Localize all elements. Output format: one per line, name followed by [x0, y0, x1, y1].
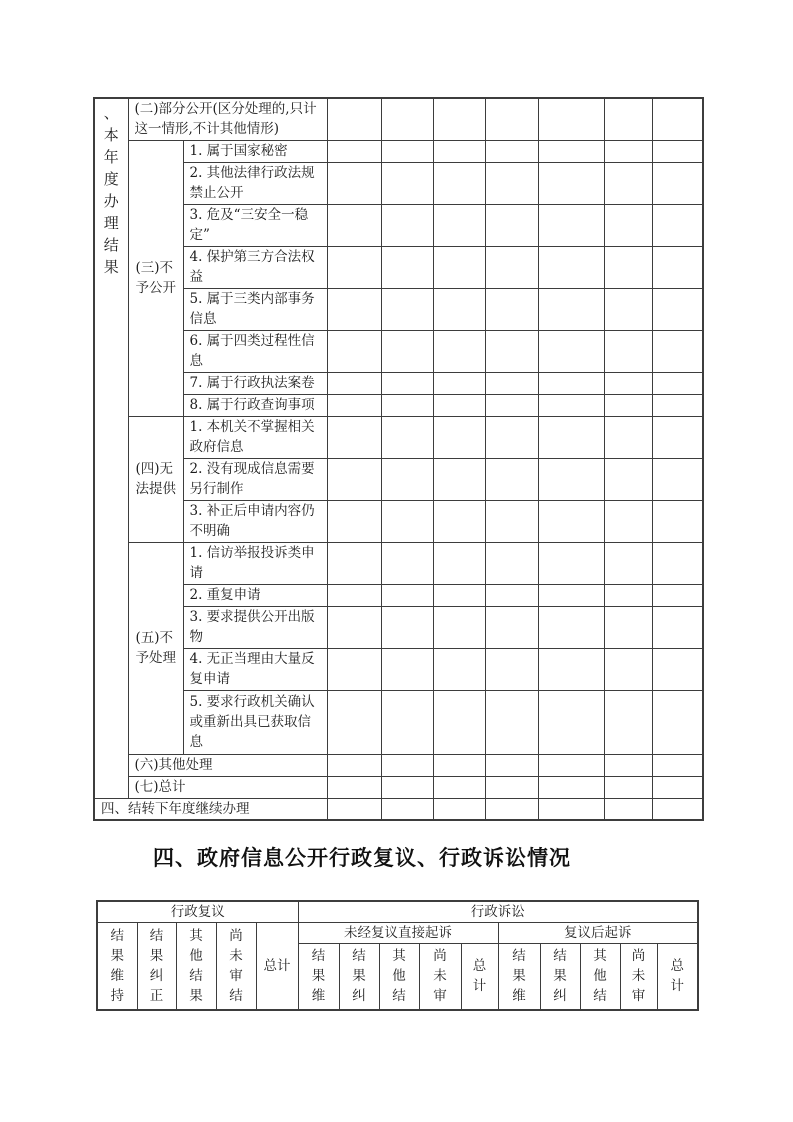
data-cell: [538, 690, 604, 754]
data-cell: [381, 330, 433, 372]
data-cell: [538, 648, 604, 690]
item-label: 5. 要求行政机关确认或重新出具已获取信息: [183, 690, 327, 754]
data-cell: [327, 140, 381, 162]
row-no-disclosure-6: [94, 330, 703, 372]
data-cell: [433, 98, 485, 140]
litigation-total-header: [461, 944, 498, 1010]
data-cell: [604, 500, 652, 542]
annual-results-table: [93, 97, 704, 821]
litigation-total-header-text: 总计: [472, 958, 487, 995]
review-column-header: [97, 923, 137, 1010]
data-cell: [652, 776, 703, 798]
row-other-handling: [94, 754, 703, 776]
data-cell: [538, 584, 604, 606]
data-cell: [652, 648, 703, 690]
data-cell: [538, 542, 604, 584]
row-no-disclosure-3: [94, 204, 703, 246]
data-cell: [433, 690, 485, 754]
data-cell: [604, 542, 652, 584]
review-litigation-table: [96, 900, 699, 1011]
data-cell: [538, 416, 604, 458]
data-cell: [433, 246, 485, 288]
review-column-header: [176, 923, 216, 1010]
data-cell: [652, 458, 703, 500]
data-cell: [433, 798, 485, 820]
data-cell: [381, 416, 433, 458]
data-cell: [327, 288, 381, 330]
direct-suit-header: 未经复议直接起诉: [298, 923, 498, 944]
litigation-column-header-text: 其他结: [593, 948, 607, 1005]
data-cell: [433, 288, 485, 330]
litigation-column-header: [498, 944, 540, 1010]
data-cell: [381, 140, 433, 162]
review-column-header-text: 尚未审结: [229, 927, 243, 1004]
data-cell: [604, 394, 652, 416]
review-column-header-text: 结果纠正: [149, 927, 164, 1004]
data-cell: [604, 416, 652, 458]
data-cell: [327, 372, 381, 394]
data-cell: [538, 330, 604, 372]
litigation-column-header-text: 结果纠: [352, 948, 366, 1005]
row-sub-headers: [97, 923, 698, 944]
data-cell: [485, 648, 538, 690]
row-no-disclosure-5: [94, 288, 703, 330]
review-column-header-text: 结果维持: [110, 927, 124, 1004]
row-header-annual-results: [94, 98, 128, 798]
litigation-column-header: [379, 944, 419, 1010]
item-label: 8. 属于行政查询事项: [183, 394, 327, 416]
data-cell: [485, 606, 538, 648]
litigation-column-header: [540, 944, 580, 1010]
data-cell: [433, 416, 485, 458]
review-group-header: 行政复议: [97, 901, 298, 923]
data-cell: [327, 458, 381, 500]
data-cell: [327, 798, 381, 820]
data-cell: [485, 542, 538, 584]
data-cell: [433, 776, 485, 798]
item-label: 3. 危及“三安全一稳定”: [183, 204, 327, 246]
data-cell: [327, 584, 381, 606]
partial-disclosure-label: (二)部分公开(区分处理的,只计这一情形,不计其他情形): [128, 98, 327, 140]
data-cell: [381, 542, 433, 584]
item-label: 1. 信访举报投诉类申请: [183, 542, 327, 584]
row-no-processing-2: [94, 584, 703, 606]
row-no-processing-4: [94, 648, 703, 690]
data-cell: [381, 606, 433, 648]
data-cell: [538, 754, 604, 776]
data-cell: [604, 330, 652, 372]
data-cell: [652, 606, 703, 648]
item-label: 4. 无正当理由大量反复申请: [183, 648, 327, 690]
data-cell: [433, 458, 485, 500]
data-cell: [652, 204, 703, 246]
data-cell: [652, 416, 703, 458]
data-cell: [652, 754, 703, 776]
data-cell: [538, 204, 604, 246]
row-no-disclosure-4: [94, 246, 703, 288]
data-cell: [652, 394, 703, 416]
litigation-column-header-text: 结果维: [512, 948, 526, 1005]
data-cell: [485, 458, 538, 500]
data-cell: [485, 500, 538, 542]
row-total: [94, 776, 703, 798]
row-unable-to-provide-2: [94, 458, 703, 500]
group-label-unable-to-provide: (四)无法提供: [128, 416, 183, 542]
data-cell: [381, 394, 433, 416]
data-cell: [604, 288, 652, 330]
data-cell: [433, 584, 485, 606]
data-cell: [381, 754, 433, 776]
data-cell: [485, 584, 538, 606]
data-cell: [652, 798, 703, 820]
data-cell: [485, 140, 538, 162]
data-cell: [538, 394, 604, 416]
review-column-header: [216, 923, 256, 1010]
data-cell: [538, 500, 604, 542]
data-cell: [485, 288, 538, 330]
data-cell: [485, 754, 538, 776]
data-cell: [433, 204, 485, 246]
data-cell: [433, 372, 485, 394]
data-cell: [604, 162, 652, 204]
section-4-title: 四、政府信息公开行政复议、行政诉讼情况: [153, 846, 571, 870]
data-cell: [538, 776, 604, 798]
data-cell: [538, 140, 604, 162]
after-review-suit-header: 复议后起诉: [498, 923, 698, 944]
data-cell: [538, 98, 604, 140]
row-group-headers: [97, 901, 698, 923]
data-cell: [485, 416, 538, 458]
data-cell: [381, 204, 433, 246]
data-cell: [433, 648, 485, 690]
data-cell: [327, 98, 381, 140]
item-label: 2. 重复申请: [183, 584, 327, 606]
data-cell: [433, 330, 485, 372]
data-cell: [327, 500, 381, 542]
data-cell: [381, 162, 433, 204]
item-label: 3. 要求提供公开出版物: [183, 606, 327, 648]
data-cell: [652, 140, 703, 162]
data-cell: [327, 648, 381, 690]
data-cell: [381, 246, 433, 288]
data-cell: [433, 606, 485, 648]
data-cell: [485, 204, 538, 246]
data-cell: [604, 648, 652, 690]
row-header-annual-results-text: 、本年度办理结果: [103, 104, 119, 276]
row-no-disclosure-8: [94, 394, 703, 416]
row-unable-to-provide-3: [94, 500, 703, 542]
data-cell: [538, 288, 604, 330]
data-cell: [538, 372, 604, 394]
data-cell: [433, 500, 485, 542]
data-cell: [327, 162, 381, 204]
data-cell: [433, 162, 485, 204]
data-cell: [327, 394, 381, 416]
litigation-column-header-text: 尚未审: [631, 948, 646, 1005]
data-cell: [538, 246, 604, 288]
litigation-column-header: [339, 944, 379, 1010]
data-cell: [652, 542, 703, 584]
item-label: 5. 属于三类内部事务信息: [183, 288, 327, 330]
review-column-header-text: 其他结果: [189, 927, 203, 1004]
row-no-processing-5: [94, 690, 703, 754]
group-label-no-processing: (五)不予处理: [128, 542, 183, 754]
data-cell: [485, 98, 538, 140]
data-cell: [381, 648, 433, 690]
data-cell: [327, 776, 381, 798]
item-label: 6. 属于四类过程性信息: [183, 330, 327, 372]
data-cell: [485, 162, 538, 204]
data-cell: [538, 458, 604, 500]
data-cell: [433, 140, 485, 162]
row-partial-disclosure: [94, 98, 703, 140]
data-cell: [652, 584, 703, 606]
data-cell: [652, 98, 703, 140]
data-cell: [381, 798, 433, 820]
data-cell: [327, 754, 381, 776]
data-cell: [327, 416, 381, 458]
litigation-column-header-text: 结果纠: [553, 948, 567, 1005]
data-cell: [604, 606, 652, 648]
item-label: 3. 补正后申请内容仍不明确: [183, 500, 327, 542]
data-cell: [485, 394, 538, 416]
data-cell: [381, 776, 433, 798]
data-cell: [604, 204, 652, 246]
data-cell: [604, 798, 652, 820]
data-cell: [604, 372, 652, 394]
data-cell: [327, 204, 381, 246]
litigation-column-header: [419, 944, 461, 1010]
data-cell: [652, 500, 703, 542]
row-no-processing-3: [94, 606, 703, 648]
data-cell: [327, 542, 381, 584]
item-label: 4. 保护第三方合法权益: [183, 246, 327, 288]
carryover-label: 四、结转下年度继续办理: [94, 798, 327, 820]
row-carryover: [94, 798, 703, 820]
data-cell: [485, 330, 538, 372]
item-label: 2. 没有现成信息需要另行制作: [183, 458, 327, 500]
other-handling-label: (六)其他处理: [128, 754, 327, 776]
data-cell: [381, 288, 433, 330]
litigation-column-header: [620, 944, 657, 1010]
data-cell: [538, 798, 604, 820]
review-column-header: [137, 923, 176, 1010]
data-cell: [604, 458, 652, 500]
data-cell: [538, 162, 604, 204]
group-label-no-disclosure: (三)不予公开: [128, 140, 183, 416]
data-cell: [485, 372, 538, 394]
data-cell: [485, 246, 538, 288]
litigation-column-header: [298, 944, 339, 1010]
row-no-disclosure-7: [94, 372, 703, 394]
data-cell: [381, 690, 433, 754]
data-cell: [652, 330, 703, 372]
data-cell: [652, 690, 703, 754]
litigation-column-header-text: 其他结: [392, 948, 406, 1005]
data-cell: [485, 798, 538, 820]
data-cell: [327, 606, 381, 648]
row-no-processing-1: [94, 542, 703, 584]
item-label: 2. 其他法律行政法规禁止公开: [183, 162, 327, 204]
data-cell: [604, 584, 652, 606]
data-cell: [381, 372, 433, 394]
item-label: 1. 本机关不掌握相关政府信息: [183, 416, 327, 458]
data-cell: [327, 330, 381, 372]
data-cell: [485, 690, 538, 754]
data-cell: [604, 776, 652, 798]
data-cell: [538, 606, 604, 648]
litigation-column-header-text: 尚未审: [433, 948, 447, 1005]
data-cell: [604, 98, 652, 140]
data-cell: [381, 98, 433, 140]
litigation-total-header-text: 总计: [670, 958, 685, 995]
data-cell: [327, 690, 381, 754]
data-cell: [652, 162, 703, 204]
litigation-column-header-text: 结果维: [311, 948, 326, 1005]
review-total-header: 总计: [256, 923, 298, 1010]
data-cell: [381, 458, 433, 500]
data-cell: [652, 288, 703, 330]
data-cell: [604, 140, 652, 162]
data-cell: [652, 246, 703, 288]
item-label: 7. 属于行政执法案卷: [183, 372, 327, 394]
data-cell: [433, 394, 485, 416]
data-cell: [604, 754, 652, 776]
litigation-group-header: 行政诉讼: [298, 901, 698, 923]
data-cell: [652, 372, 703, 394]
total-label: (七)总计: [128, 776, 327, 798]
row-no-disclosure-2: [94, 162, 703, 204]
row-unable-to-provide-1: [94, 416, 703, 458]
litigation-total-header: [657, 944, 698, 1010]
data-cell: [433, 754, 485, 776]
item-label: 1. 属于国家秘密: [183, 140, 327, 162]
data-cell: [604, 246, 652, 288]
data-cell: [327, 246, 381, 288]
data-cell: [485, 776, 538, 798]
data-cell: [604, 690, 652, 754]
litigation-column-header: [580, 944, 620, 1010]
data-cell: [381, 584, 433, 606]
data-cell: [381, 500, 433, 542]
data-cell: [433, 542, 485, 584]
row-no-disclosure-1: [94, 140, 703, 162]
